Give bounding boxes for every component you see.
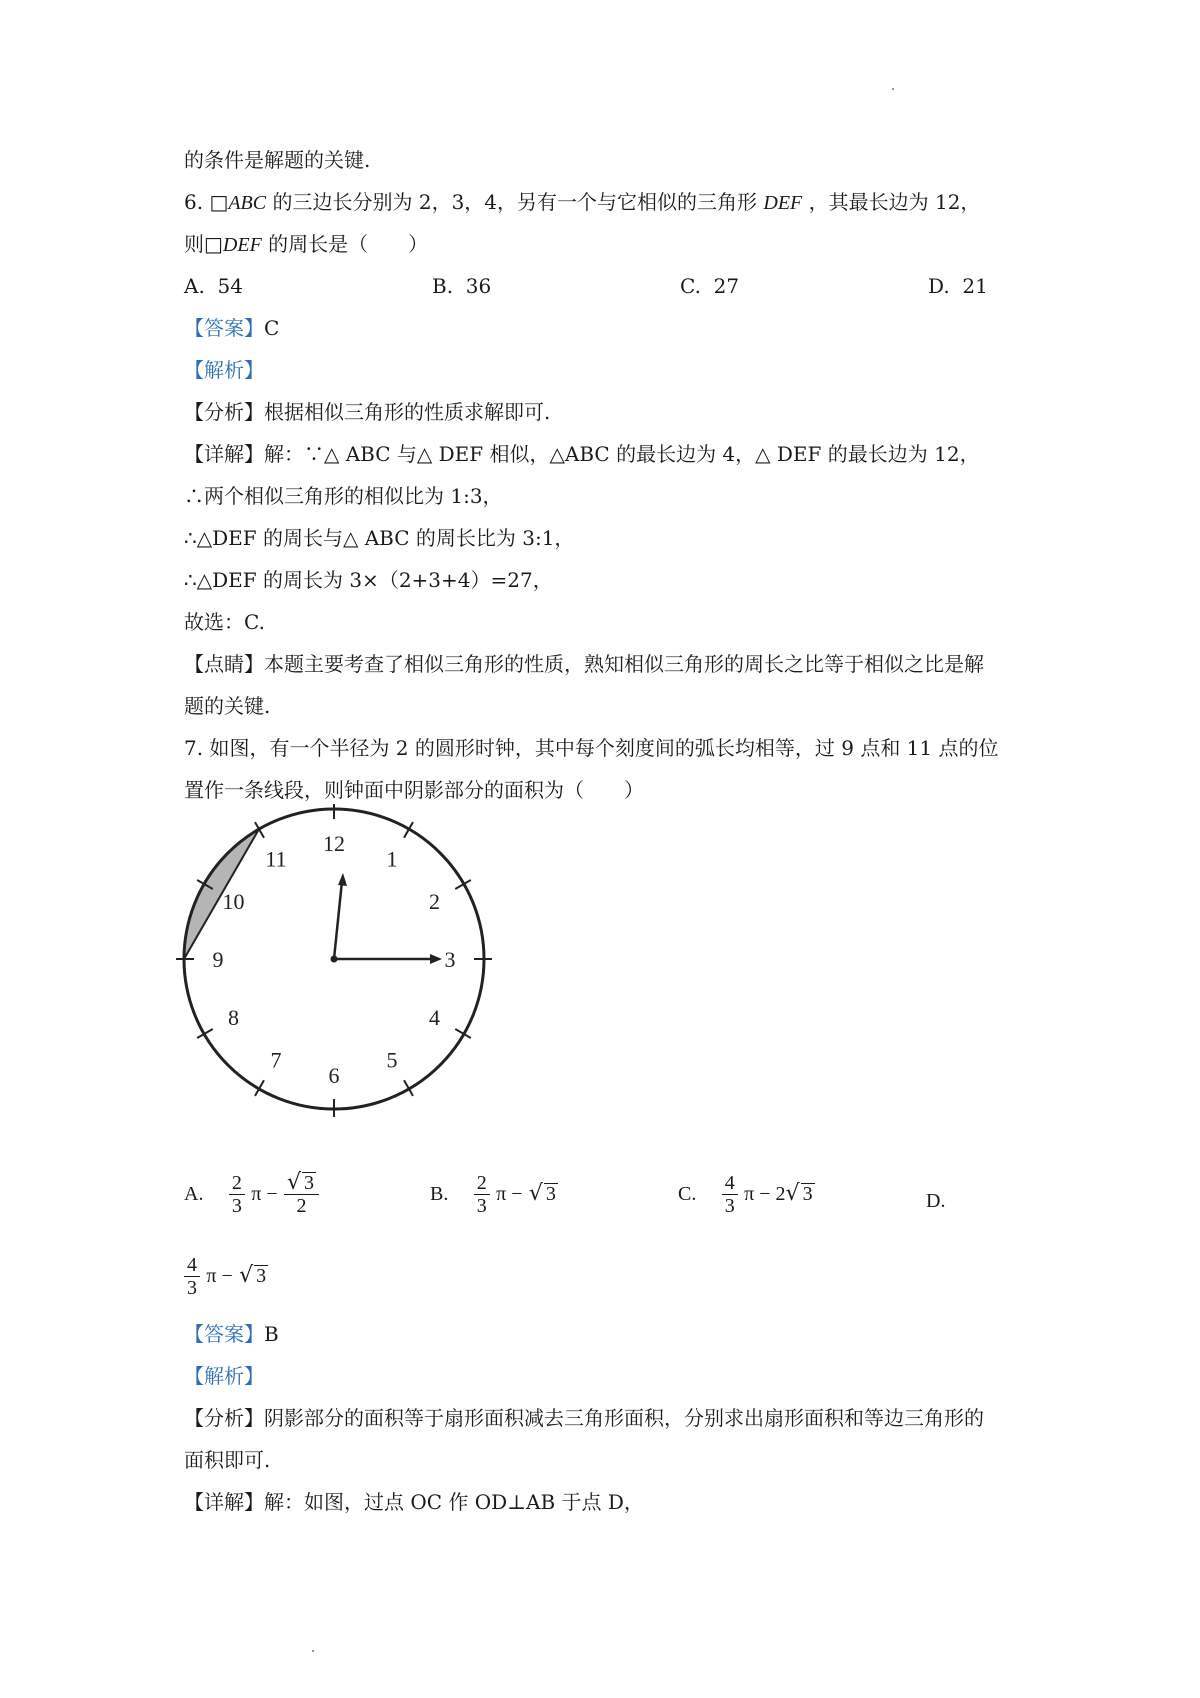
option-value: 21 [962,274,988,298]
shaded-segment [184,829,259,959]
pi-term: π − [206,1265,233,1287]
option-label: B. [430,1183,449,1205]
dianjing-6-cont: 题的关键. [184,694,271,718]
xiangjie-text: 解：如图，过点 OC 作 OD⊥AB 于点 D， [264,1490,644,1514]
option-label: B. [432,274,454,298]
q6-option-c [680,272,739,300]
q6-option-b [432,272,491,300]
clock-face [176,804,492,1117]
triangle-def: DEF [763,192,803,214]
pi-term: π − [496,1183,523,1205]
answer-6 [184,314,279,342]
solution-step-2: ∴△DEF 的周长与△ ABC 的周长比为 3:1， [184,526,575,550]
option-label: D. [926,1190,946,1212]
clock-number: 7 [270,1047,282,1073]
fenxi-7 [184,1404,984,1432]
solution-step-3: ∴△DEF 的周长为 3×（2+3+4）=27， [184,568,553,592]
xiangjie-6 [184,440,980,468]
fraction: $\frac{√ 3}{2}$ [284,1172,319,1217]
sqrt-term: √ 3 [528,1181,556,1206]
option-label: C. [680,274,701,298]
fraction: $\frac{4}{3}$ [722,1172,738,1217]
answer-tag: 【答案】 [184,1322,264,1346]
clock-figure [176,804,496,1124]
fenxi-tag: 【分析】 [184,1406,264,1430]
answer-value: B [264,1322,279,1346]
answer-tag: 【答案】 [184,316,264,340]
answer-value: C [264,316,280,340]
dianjing-tag: 【点睛】 [184,652,264,676]
clock-number: 2 [428,889,440,914]
q7-option-b [430,1172,558,1217]
clock-number: 8 [228,1005,240,1030]
clock-number: 1 [386,846,398,872]
question-text: 的三边长分别为 2，3，4，另有一个与它相似的三角形 [266,190,764,214]
scan-speck [312,1650,314,1652]
fenxi-text: 阴影部分的面积等于扇形面积减去三角形面积，分别求出扇形面积和等边三角形的 [264,1406,984,1430]
triangle-abc: ABC [228,192,267,214]
clock-number: 6 [328,1063,340,1088]
choice-conclusion-6: 故选：C. [184,610,265,634]
fenxi-text: 根据相似三角形的性质求解即可. [264,400,551,424]
clock-number: 11 [265,846,287,872]
scan-speck [892,88,894,90]
question-text: ，其最长边为 12， [802,190,981,214]
pi-term: π − [251,1183,278,1205]
triangle-def: DEF [222,234,262,256]
answer-7 [184,1320,279,1348]
option-label: D. [928,274,950,298]
q6-option-a [184,272,243,300]
clock-number: 10 [222,889,245,914]
question-6-line-2 [184,230,428,259]
fenxi-7-cont: 面积即可. [184,1448,271,1472]
sqrt-term: √ 3 [785,1181,813,1206]
minute-hand-arrow [430,954,442,964]
option-label: A. [184,274,205,298]
fenxi-tag: 【分析】 [184,400,264,424]
clock-number: 9 [212,947,224,972]
hour-hand-arrow [338,873,347,886]
q6-option-d [928,272,988,300]
clock-number: 5 [386,1047,398,1073]
xiangjie-tag: 【详解】 [184,1490,264,1514]
clock-number: 4 [428,1005,440,1030]
question-7-line-1: 7. 如图，有一个半径为 2 的圆形时钟，其中每个刻度间的弧长均相等，过 9 点和 11 点的位 [184,736,999,760]
fraction: $\frac{4}{3}$ [184,1254,200,1299]
option-value: 27 [713,274,740,298]
pi-term: π − 2 [744,1183,786,1205]
question-6-line-1 [184,188,980,217]
q7-option-a [184,1172,319,1217]
hour-hand [334,881,342,959]
fenxi-6 [184,398,550,426]
clock-number: 3 [444,947,456,972]
prev-conclusion-line: 的条件是解题的关键. [184,148,371,172]
fraction: $\frac{2}{3}$ [229,1172,245,1217]
q7-option-d-expr [184,1254,268,1299]
option-label: A. [184,1183,204,1205]
dianjing-6 [184,650,984,678]
option-value: 54 [217,274,243,298]
option-label: C. [678,1183,697,1205]
q7-option-c [678,1172,815,1217]
question-7-line-2: 置作一条线段，则钟面中阴影部分的面积为（ ） [184,778,644,802]
option-value: 36 [465,274,492,298]
question-number: 6. □ [184,190,229,214]
xiangjie-text: 解：∵△ ABC 与△ DEF 相似，△ABC 的最长边为 4，△ DEF 的最长边为 12， [264,442,980,466]
xiangjie-tag: 【详解】 [184,442,264,466]
analysis-heading-7: 【解析】 [184,1364,264,1388]
q7-option-d-label [926,1186,945,1215]
dianjing-text: 本题主要考查了相似三角形的性质，熟知相似三角形的周长之比等于相似之比是解 [264,652,984,676]
question-text: 的周长是（ ） [261,232,429,256]
clock-number: 12 [323,831,345,856]
fraction: $\frac{2}{3}$ [474,1172,490,1217]
solution-step-1: ∴两个相似三角形的相似比为 1:3， [184,484,503,508]
analysis-heading-6: 【解析】 [184,358,264,382]
center-pivot [331,956,338,963]
xiangjie-7 [184,1488,644,1516]
question-text: 则□ [184,232,223,256]
sqrt-term: √ 3 [239,1263,267,1288]
